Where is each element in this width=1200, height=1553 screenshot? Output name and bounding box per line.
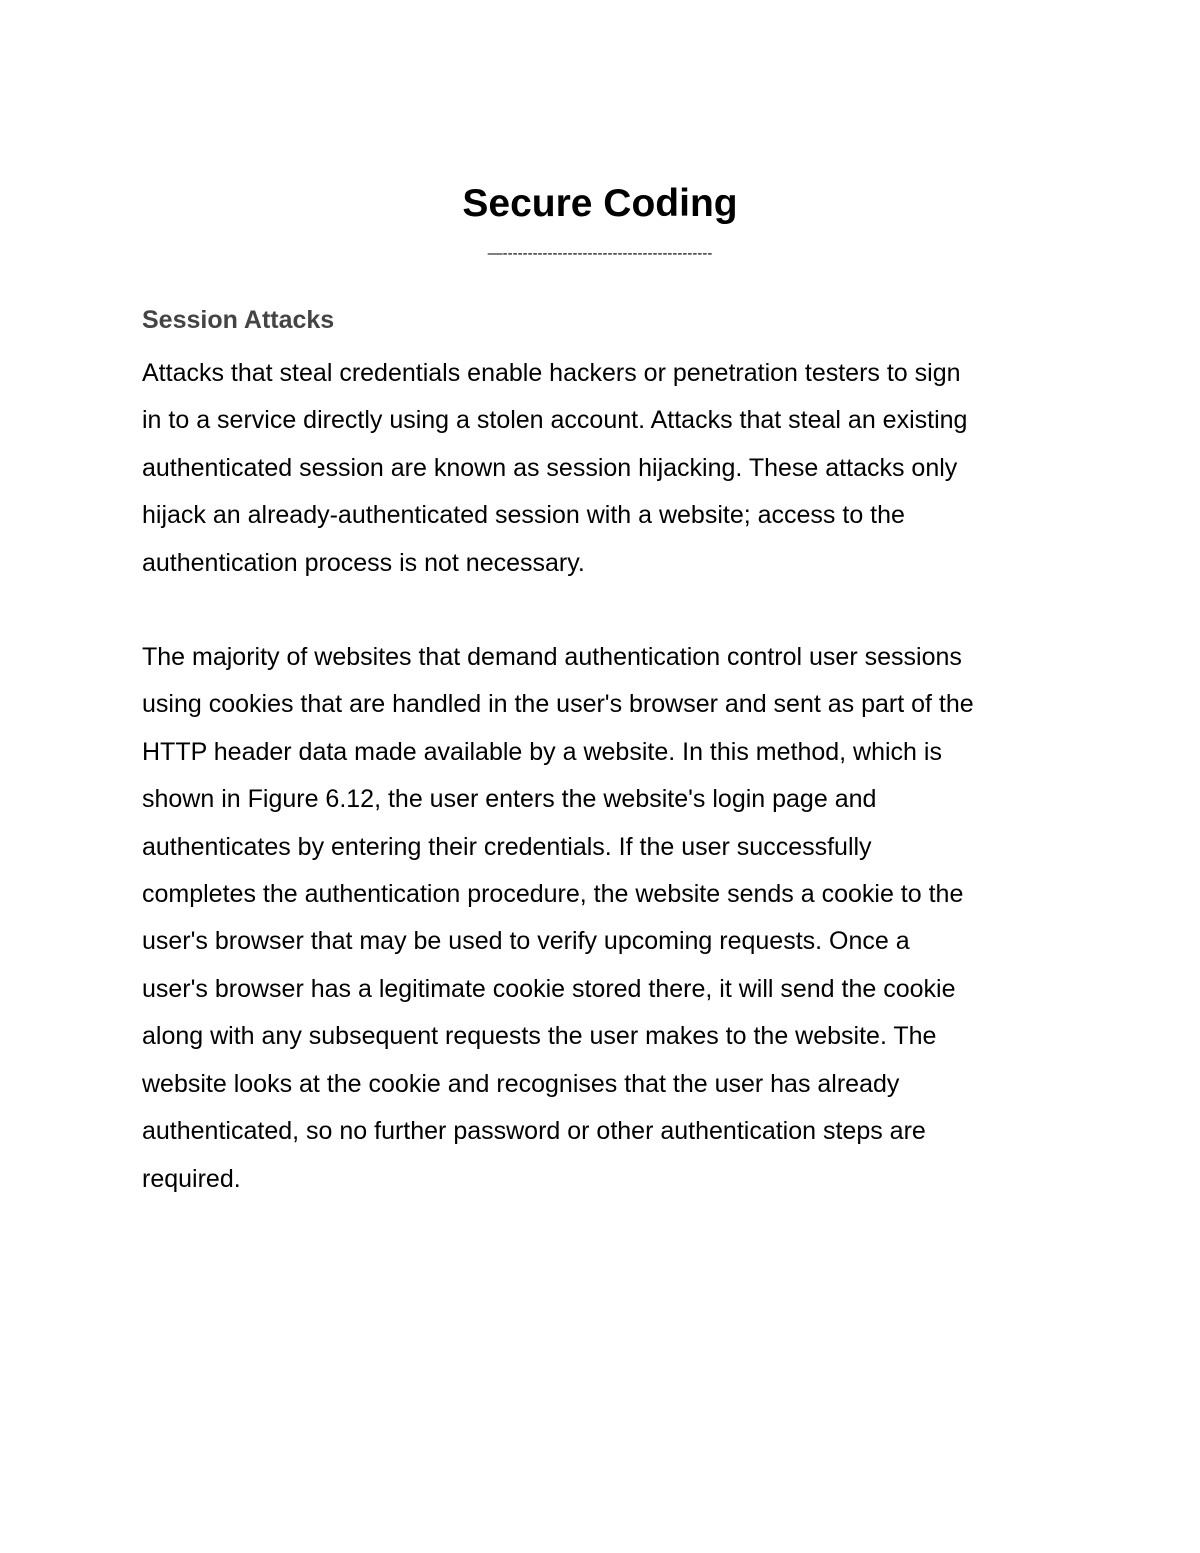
paragraph-line: Attacks that steal credentials enable hackers or penetration testers to sign <box>142 359 961 387</box>
paragraph-line: authenticates by entering their credentials. If the user successfully <box>142 832 872 861</box>
paragraph-2 <box>142 634 1072 1203</box>
paragraph-line: hijack an already-authenticated session with a website; access to the <box>142 501 905 530</box>
document-body <box>142 300 1072 1203</box>
paragraph-1 <box>142 350 1072 587</box>
paragraph-line: using cookies that are handled in the user's browser and sent as part of the <box>142 690 974 719</box>
paragraph-line: website looks at the cookie and recognises that the user has already <box>142 1069 900 1098</box>
paragraph-line: authenticated, so no further password or other authentication steps are <box>142 1117 926 1146</box>
paragraph-line: authentication process is not necessary. <box>142 548 585 577</box>
paragraph-line: The majority of websites that demand authentication control user sessions <box>142 643 962 672</box>
paragraph-line: in to a service directly using a stolen account. Attacks that steal an existing <box>142 406 968 435</box>
paragraph-line: user's browser has a legitimate cookie stored there, it will send the cookie <box>142 974 956 1003</box>
section-heading: Session Attacks <box>142 306 335 334</box>
paragraph-line: HTTP header data made available by a website. In this method, which is <box>142 737 942 766</box>
paragraph-line: user's browser that may be used to verify upcoming requests. Once a <box>142 927 910 956</box>
title-divider: —------------------------------------------ <box>487 245 713 262</box>
paragraph-line: required. <box>142 1164 241 1193</box>
paragraph-line: completes the authentication procedure, the website sends a cookie to the <box>142 880 964 909</box>
paragraph-line: shown in Figure 6.12, the user enters the website's login page and <box>142 785 877 814</box>
document-title: Secure Coding <box>462 182 738 225</box>
paragraph-line: authenticated session are known as session hijacking. These attacks only <box>142 453 958 482</box>
paragraph-line: along with any subsequent requests the user makes to the website. The <box>142 1022 937 1051</box>
